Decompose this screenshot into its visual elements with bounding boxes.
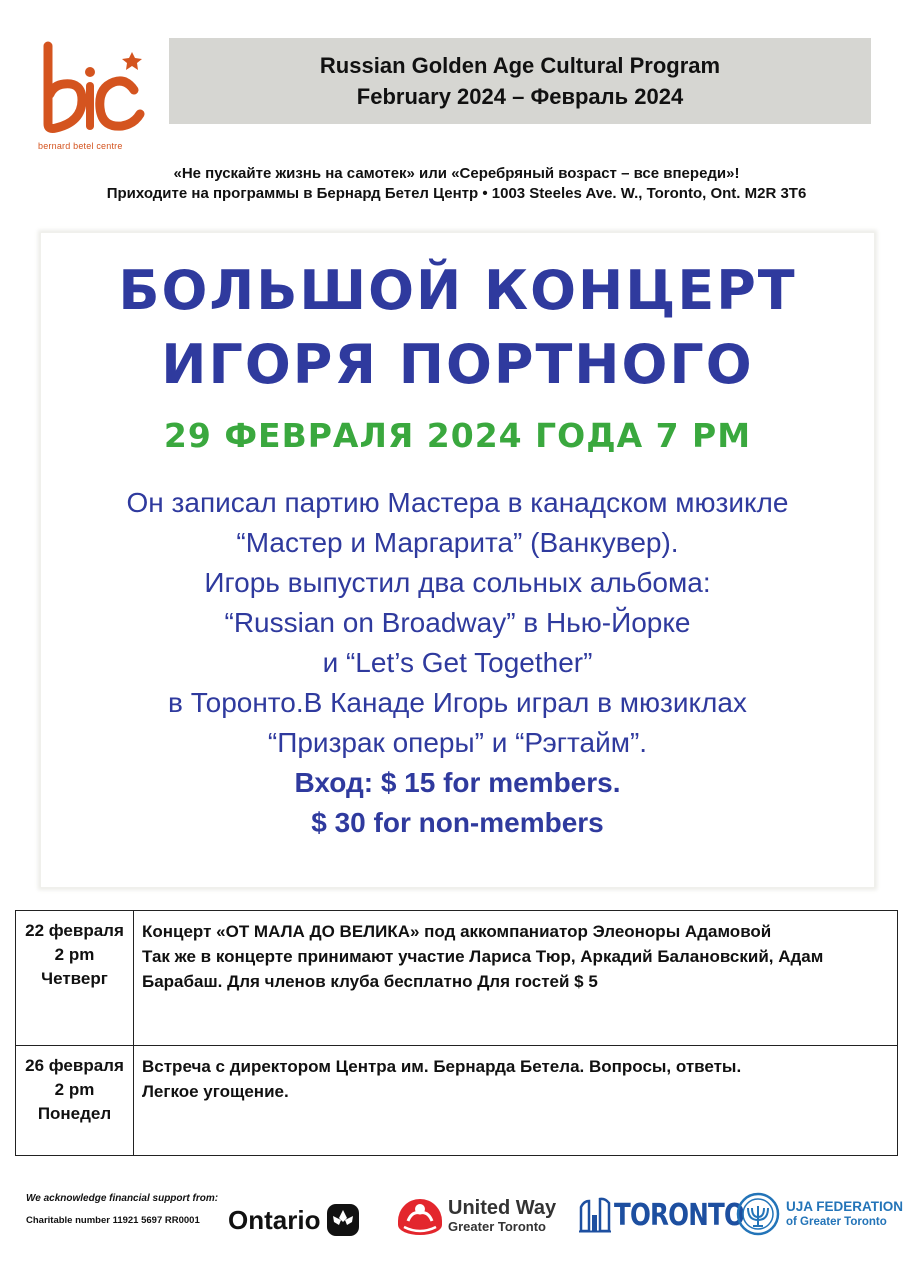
ontario-wordmark: Ontario — [228, 1204, 321, 1235]
description-line: Он записал партию Мастера в канадском мюзикле — [126, 487, 789, 518]
description-line: в Торонто.В Канаде Игорь играл в мюзиклах — [168, 687, 747, 718]
toronto-wordmark: TORONTO — [614, 1197, 745, 1233]
event-date: 26 февраля — [25, 1056, 124, 1075]
united-way-hand-icon — [394, 1191, 446, 1239]
program-month: February 2024 – Февраль 2024 — [356, 84, 684, 109]
uja-region: of Greater Toronto — [786, 1216, 887, 1228]
charitable-number: Charitable number 11921 5697 RR0001 — [26, 1215, 200, 1226]
event-description — [142, 919, 882, 994]
event-time: 2 pm — [54, 1080, 95, 1099]
united-way-name: United Way — [448, 1196, 557, 1219]
bernard-betel-logo — [30, 38, 150, 156]
slogan-line-2: Приходите на программы в Бернард Бетел Центр • 1003 Steeles Ave. W., Toronto, Ont. M2R 3T6 — [106, 185, 807, 202]
united-way-logo — [394, 1190, 556, 1240]
concert-date: 29 ФЕВРАЛЯ 2024 ГОДА 7 PM — [163, 416, 752, 455]
uja-name: UJA FEDERATION — [786, 1199, 904, 1214]
description-line: “Мастер и Маргарита” (Ванкувер). — [236, 527, 679, 558]
headline-line-2: ИГОРЯ ПОРТНОГО — [161, 333, 754, 396]
description-line: “Призрак оперы” и “Рэгтайм”. — [267, 727, 648, 758]
event-date: 22 февраля — [25, 921, 124, 940]
event-when — [16, 1054, 133, 1126]
slogan-line-1: «Не пускайте жизнь на самотек» или «Серебряный возраст – все впереди»! — [173, 165, 740, 182]
description-line: Игорь выпустил два сольных альбома: — [204, 567, 711, 598]
event-weekday: Четверг — [41, 969, 108, 988]
event-line: Так же в концерте принимают участие Лариса Тюр, Аркадий Балановский, Адам — [142, 947, 824, 966]
event-line: Барабаш. Для членов клуба бесплатно Для гостей $ 5 — [142, 972, 598, 991]
price-non-members: $ 30 for non-members — [311, 807, 604, 838]
ontario-logo — [228, 1200, 360, 1240]
united-way-region: Greater Toronto — [448, 1218, 546, 1234]
uja-federation-logo — [736, 1192, 903, 1236]
program-title-box — [169, 38, 871, 124]
event-when — [16, 919, 133, 991]
menorah-icon — [736, 1192, 780, 1236]
description-line: и “Let’s Get Together” — [322, 647, 593, 678]
concert-poster — [40, 232, 875, 888]
trillium-icon — [326, 1203, 360, 1237]
description-line: “Russian on Broadway” в Нью-Йорке — [224, 607, 691, 638]
event-line: Концерт «ОТ МАЛА ДО ВЕЛИКА» под аккомпаниатор Элеоноры Адамовой — [142, 922, 772, 941]
slogan — [0, 164, 913, 204]
program-title: Russian Golden Age Cultural Program — [319, 53, 721, 78]
logo-caption: bernard betel centre — [38, 141, 123, 151]
schedule-table — [15, 910, 898, 1156]
event-description — [142, 1054, 882, 1104]
price-members: Вход: $ 15 for members. — [294, 767, 621, 798]
event-line: Легкое угощение. — [142, 1082, 289, 1101]
concert-description — [41, 483, 874, 843]
event-time: 2 pm — [54, 945, 95, 964]
table-row — [16, 1046, 897, 1155]
event-weekday: Понедел — [37, 1104, 112, 1123]
city-hall-icon — [578, 1197, 612, 1233]
bc-logo-icon — [30, 38, 150, 138]
acknowledgement-text: We acknowledge financial support from: — [26, 1193, 219, 1204]
event-line: Встреча с директором Центра им. Бернарда Бетела. Вопросы, ответы. — [142, 1057, 742, 1076]
table-row — [16, 911, 897, 1046]
headline-line-1: БОЛЬШОЙ КОНЦЕРТ — [118, 259, 797, 322]
